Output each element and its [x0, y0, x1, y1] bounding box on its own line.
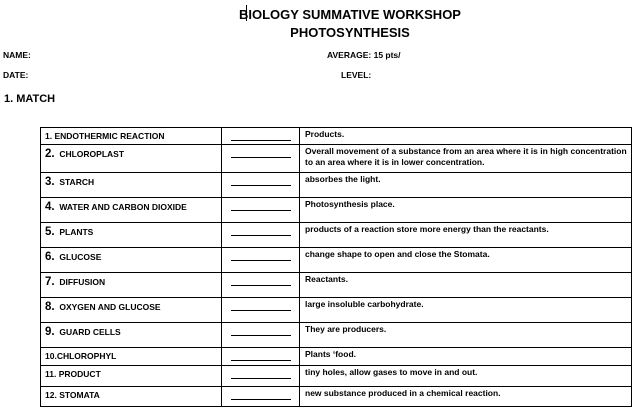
item-number: 11. — [45, 369, 57, 379]
answer-blank-line[interactable] — [231, 276, 291, 286]
definition-cell — [300, 145, 632, 173]
answer-cell[interactable] — [222, 248, 300, 273]
term-text: WATER AND CARBON DIOXIDE — [59, 202, 187, 212]
definition-cell — [300, 387, 632, 407]
document-subtitle: PHOTOSYNTHESIS — [290, 25, 410, 40]
term-text: CHLOROPLAST — [59, 149, 125, 159]
answer-blank-line[interactable] — [231, 226, 291, 236]
answer-cell[interactable] — [222, 323, 300, 348]
answer-blank-line[interactable] — [231, 201, 291, 211]
answer-blank-line[interactable] — [231, 301, 291, 311]
answer-blank-line[interactable] — [231, 390, 291, 400]
definition-text: products of a reaction store more energy than the reactants. — [305, 224, 549, 234]
answer-blank-line[interactable] — [231, 251, 291, 261]
table-row — [41, 223, 632, 248]
answer-cell[interactable] — [222, 348, 300, 366]
term-cell — [41, 145, 222, 173]
term-text: STOMATA — [59, 390, 100, 400]
term-cell — [41, 198, 222, 223]
item-number: 5. — [45, 226, 55, 238]
definition-text: Reactants. — [305, 274, 348, 284]
term-text: DIFFUSION — [59, 277, 106, 287]
item-number: 9. — [45, 326, 55, 338]
table-row — [41, 387, 632, 407]
definition-cell — [300, 248, 632, 273]
table-row — [41, 273, 632, 298]
term-cell — [41, 298, 222, 323]
term-cell — [41, 248, 222, 273]
term-cell — [41, 323, 222, 348]
item-number: 4. — [45, 201, 55, 213]
definition-cell — [300, 298, 632, 323]
definition-cell — [300, 223, 632, 248]
item-number: 10. — [45, 351, 57, 361]
answer-blank-line[interactable] — [231, 351, 291, 361]
term-text: PRODUCT — [58, 369, 101, 379]
definition-text: change shape to open and close the Stomata. — [305, 249, 490, 259]
answer-cell[interactable] — [222, 198, 300, 223]
table-row — [41, 248, 632, 273]
definition-cell — [300, 348, 632, 366]
answer-cell[interactable] — [222, 298, 300, 323]
table-row — [41, 145, 632, 173]
average-label: AVERAGE: 15 pts/ — [327, 50, 401, 60]
answer-cell[interactable] — [222, 366, 300, 387]
answer-cell[interactable] — [222, 145, 300, 173]
name-label: NAME: — [3, 50, 31, 60]
definition-text: Photosynthesis place. — [305, 199, 395, 209]
table-row — [41, 348, 632, 366]
document-title: BIOLOGY SUMMATIVE WORKSHOP — [239, 7, 461, 22]
term-text: CHLOROPHYL — [56, 351, 117, 361]
definition-cell — [300, 366, 632, 387]
term-cell — [41, 387, 222, 407]
table-row — [41, 366, 632, 387]
answer-cell[interactable] — [222, 173, 300, 198]
term-text: GLUCOSE — [59, 252, 102, 262]
term-text: GUARD CELLS — [59, 327, 121, 337]
term-cell — [41, 128, 222, 145]
term-cell — [41, 273, 222, 298]
item-number: 1. — [45, 131, 53, 141]
table-row — [41, 298, 632, 323]
answer-blank-line[interactable] — [231, 369, 291, 379]
table-row — [41, 198, 632, 223]
table-row — [41, 128, 632, 145]
term-cell — [41, 366, 222, 387]
definition-cell — [300, 198, 632, 223]
item-number: 7. — [45, 276, 55, 288]
date-label: DATE: — [3, 70, 29, 80]
definition-text: They are producers. — [305, 324, 387, 334]
term-cell — [41, 223, 222, 248]
match-table — [40, 127, 632, 407]
definition-cell — [300, 323, 632, 348]
term-text: PLANTS — [59, 227, 94, 237]
definition-text: large insoluble carbohydrate. — [305, 299, 424, 309]
term-text: ENDOTHERMIC REACTION — [54, 131, 165, 141]
definition-text: Plants ‘food. — [305, 349, 356, 359]
definition-text: absorbes the light. — [305, 174, 381, 184]
answer-blank-line[interactable] — [231, 148, 291, 158]
definition-cell — [300, 128, 632, 145]
definition-cell — [300, 173, 632, 198]
definition-text: new substance produced in a chemical reaction. — [305, 388, 501, 398]
item-number: 8. — [45, 301, 55, 313]
item-number: 12. — [45, 390, 57, 400]
definition-text: tiny holes, allow gases to move in and out. — [305, 367, 478, 377]
term-cell — [41, 348, 222, 366]
level-label: LEVEL: — [341, 70, 372, 80]
item-number: 6. — [45, 251, 55, 263]
term-cell — [41, 173, 222, 198]
table-row — [41, 323, 632, 348]
term-text: OXYGEN AND GLUCOSE — [59, 302, 161, 312]
item-number: 3. — [45, 176, 55, 188]
definition-text: Products. — [305, 129, 345, 139]
answer-cell[interactable] — [222, 128, 300, 145]
item-number: 2. — [45, 148, 55, 160]
definition-text: Overall movement of a substance from an area where it is in high concentration to an area where it is in lower concentration. — [305, 146, 627, 167]
answer-blank-line[interactable] — [231, 131, 291, 141]
answer-cell[interactable] — [222, 223, 300, 248]
answer-blank-line[interactable] — [231, 326, 291, 336]
definition-cell — [300, 273, 632, 298]
section-heading: 1. MATCH — [4, 93, 56, 105]
term-text: STARCH — [59, 177, 95, 187]
answer-cell[interactable] — [222, 273, 300, 298]
answer-blank-line[interactable] — [231, 176, 291, 186]
answer-cell[interactable] — [222, 387, 300, 407]
table-row — [41, 173, 632, 198]
